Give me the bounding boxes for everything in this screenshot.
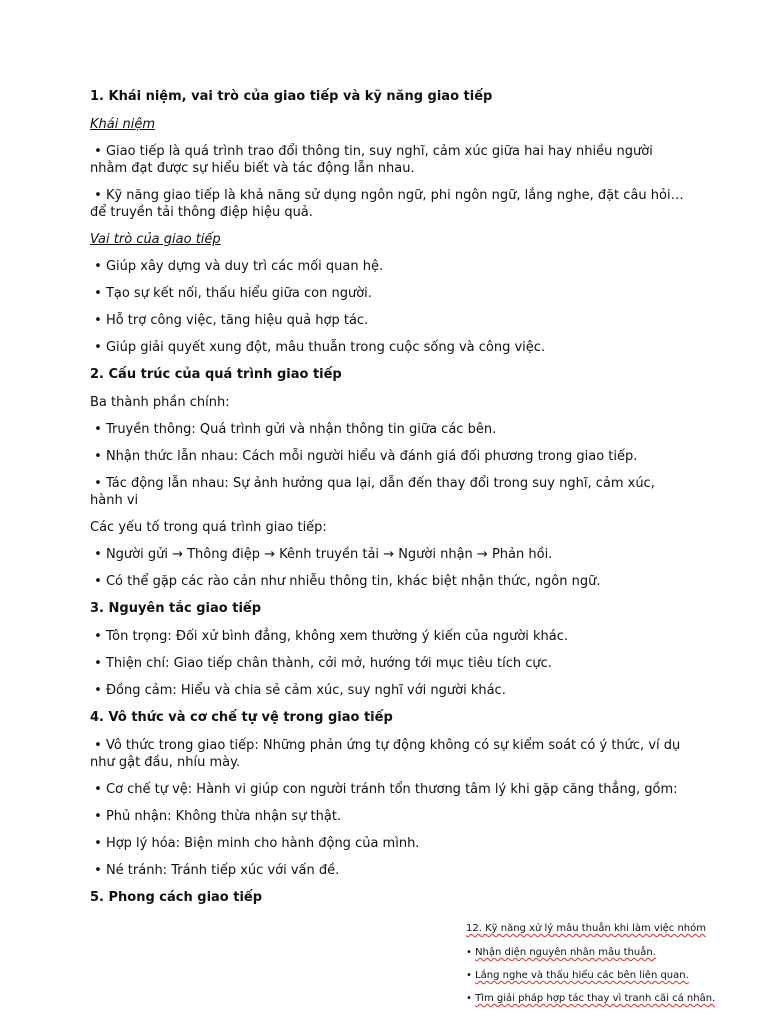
subheading-role: Vai trò của giao tiếp [90,232,221,247]
section-1-heading: 1. Khái niệm, vai trò của giao tiếp và kỹ năng giao tiếp [90,89,493,104]
inset-item-text: Tìm giải pháp hợp tác thay vì tranh cãi cá nhân. [475,993,716,1004]
list-item: • Vô thức trong giao tiếp: Những phản ứng tự động không có sự kiểm soát có ý thức, ví dụ như gật đầu, nhíu mày. [90,737,690,771]
inset-list-item: • Lắng nghe và thấu hiểu các bên liên quan. [466,970,689,981]
list-item: • Giúp xây dựng và duy trì các mối quan hệ. [90,258,690,275]
section-3-heading: 3. Nguyên tắc giao tiếp [90,601,262,616]
list-item: • Hợp lý hóa: Biện minh cho hành động của mình. [90,835,690,852]
section-2-intro: Ba thành phần chính: [90,395,230,410]
inset-item-text: Lắng nghe và thấu hiểu các bên liên quan. [475,970,689,981]
section-2-factors-intro: Các yếu tố trong quá trình giao tiếp: [90,520,327,535]
list-item: • Kỹ năng giao tiếp là khả năng sử dụng ngôn ngữ, phi ngôn ngữ, lắng nghe, đặt câu hỏi… để truyền tải thông điệp hiệu quả. [90,187,690,221]
list-item: • Truyền thông: Quá trình gửi và nhận thông tin giữa các bên. [90,421,690,438]
list-item: • Nhận thức lẫn nhau: Cách mỗi người hiểu và đánh giá đối phương trong giao tiếp. [90,448,690,465]
document-body [90,88,690,917]
list-item: • Thiện chí: Giao tiếp chân thành, cởi mở, hướng tới mục tiêu tích cực. [90,655,690,672]
inset-snippet [466,922,756,1015]
inset-heading: 12. Kỹ năng xử lý mâu thuẫn khi làm việc nhóm [466,923,706,934]
list-item: • Hỗ trợ công việc, tăng hiệu quả hợp tác. [90,312,690,329]
list-item: • Tạo sự kết nối, thấu hiểu giữa con người. [90,285,690,302]
section-2-heading: 2. Cấu trúc của quá trình giao tiếp [90,367,342,382]
list-item: • Đồng cảm: Hiểu và chia sẻ cảm xúc, suy nghĩ với người khác. [90,682,690,699]
list-item: • Né tránh: Tránh tiếp xúc với vấn đề. [90,862,690,879]
inset-item-text: Nhận diện nguyên nhân mâu thuẫn. [475,947,656,958]
list-item: • Phủ nhận: Không thừa nhận sự thật. [90,808,690,825]
list-item: • Có thể gặp các rào cản như nhiễu thông tin, khác biệt nhận thức, ngôn ngữ. [90,573,690,590]
list-item: • Cơ chế tự vệ: Hành vi giúp con người tránh tổn thương tâm lý khi gặp căng thẳng, gồm: [90,781,690,798]
list-item: • Giao tiếp là quá trình trao đổi thông tin, suy nghĩ, cảm xúc giữa hai hay nhiều người nhằm đạt được sự hiểu biết và tác động lẫn nhau. [90,143,690,177]
list-item: • Tôn trọng: Đối xử bình đẳng, không xem thường ý kiến của người khác. [90,628,690,645]
section-5-heading: 5. Phong cách giao tiếp [90,890,263,905]
inset-list-item: • Tìm giải pháp hợp tác thay vì tranh cãi cá nhân. [466,993,716,1004]
list-item: • Người gửi → Thông điệp → Kênh truyền tải → Người nhận → Phản hồi. [90,546,690,563]
list-item: • Tác động lẫn nhau: Sự ảnh hưởng qua lại, dẫn đến thay đổi trong suy nghĩ, cảm xúc, hành vi [90,475,690,509]
inset-list-item: • Nhận diện nguyên nhân mâu thuẫn. [466,947,656,958]
subheading-concept: Khái niệm [90,117,155,132]
list-item: • Giúp giải quyết xung đột, mâu thuẫn trong cuộc sống và công việc. [90,339,690,356]
section-4-heading: 4. Vô thức và cơ chế tự vệ trong giao tiếp [90,710,393,725]
